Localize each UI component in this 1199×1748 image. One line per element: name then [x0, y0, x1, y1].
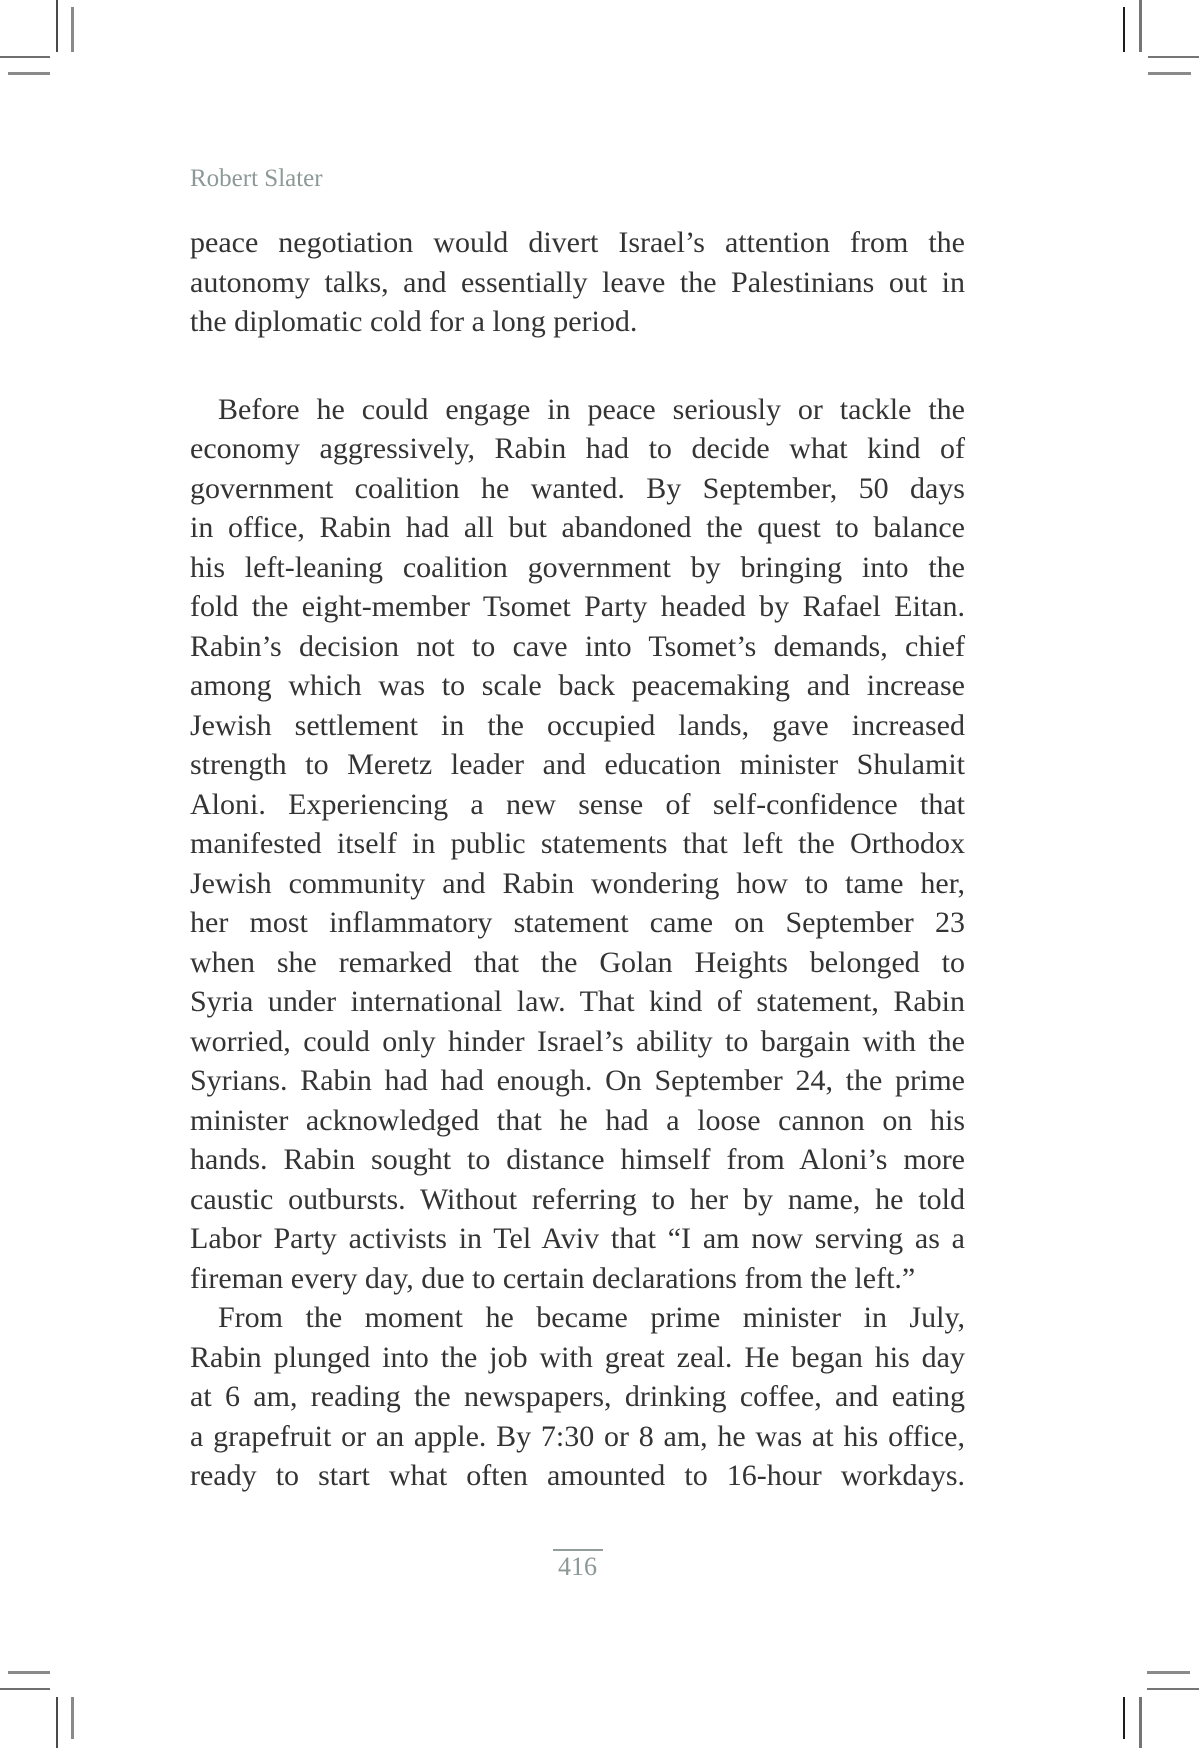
text-line: government coalition he wanted. By September, 50 days — [190, 471, 965, 505]
crop-mark — [1147, 1671, 1190, 1674]
text-line: in office, Rabin had all but abandoned the quest to balance — [190, 511, 965, 544]
text-line: Aloni. Experiencing a new sense of self-confidence that — [190, 787, 965, 821]
text-line: Before he could engage in peace seriously or tackle the — [218, 392, 965, 426]
text-line: Labor Party activists in Tel Aviv that “I am now serving as a — [190, 1222, 965, 1255]
text-line: strength to Meretz leader and education minister Shulamit — [190, 748, 965, 781]
crop-mark — [1123, 1697, 1125, 1739]
crop-mark — [56, 1697, 58, 1748]
text-line: manifested itself in public statements that left the Orthodox — [190, 827, 965, 860]
crop-mark — [1139, 0, 1142, 52]
crop-mark — [1148, 72, 1191, 75]
crop-mark — [1148, 56, 1199, 58]
text-line: Rabin’s decision not to cave into Tsomet’s demands, chief — [190, 629, 965, 663]
text-line: minister acknowledged that he had a loose cannon on his — [190, 1103, 965, 1137]
text-line: at 6 am, reading the newspapers, drinking coffee, and eating — [190, 1380, 965, 1413]
page-footer — [190, 1549, 965, 1580]
text-line: ready to start what often amounted to 16-hour workdays. — [190, 1459, 965, 1492]
text-line: Jewish community and Rabin wondering how to tame her, — [190, 866, 965, 900]
text-line: hands. Rabin sought to distance himself from Aloni’s more — [190, 1143, 965, 1176]
crop-mark — [1123, 7, 1125, 52]
text-line: Syrians. Rabin had had enough. On September 24, the prime — [190, 1064, 965, 1097]
text-line: worried, could only hinder Israel’s ability to bargain with the — [190, 1024, 965, 1058]
running-head: Robert Slater — [190, 165, 323, 192]
crop-mark — [1139, 1697, 1142, 1748]
text-line: when she remarked that the Golan Heights belonged to — [190, 945, 965, 979]
text-line: her most inflammatory statement came on September 23 — [190, 906, 965, 939]
body-text — [190, 223, 965, 1496]
text-line: caustic outbursts. Without referring to her by name, he told — [190, 1182, 965, 1216]
text-line: a grapefruit or an apple. By 7:30 or 8 am, he was at his office, — [190, 1419, 965, 1453]
crop-mark — [1147, 1688, 1199, 1690]
text-line: economy aggressively, Rabin had to decide what kind of — [190, 432, 965, 465]
text-line: Jewish settlement in the occupied lands, gave increased — [190, 708, 965, 742]
page-number: 416 — [558, 1552, 597, 1581]
text-line: his left-leaning coalition government by bringing into the — [190, 550, 965, 584]
text-line: Rabin plunged into the job with great zeal. He began his day — [190, 1340, 965, 1374]
page-number-rule — [553, 1549, 603, 1551]
crop-mark — [0, 56, 50, 58]
text-line: Syria under international law. That kind of statement, Rabin — [190, 985, 965, 1018]
crop-mark — [56, 0, 58, 52]
text-line: autonomy talks, and essentially leave the Palestinians out in — [190, 265, 965, 299]
crop-mark — [0, 1688, 50, 1690]
text-line: fold the eight-member Tsomet Party headed by Rafael Eitan. — [190, 590, 965, 623]
crop-mark — [8, 72, 50, 75]
crop-mark — [8, 1671, 50, 1674]
text-line: peace negotiation would divert Israel’s attention from the — [190, 226, 965, 259]
text-line: From the moment he became prime minister in July, — [218, 1301, 965, 1334]
crop-mark — [71, 1697, 74, 1739]
text-line: the diplomatic cold for a long period. — [190, 305, 638, 338]
text-line: fireman every day, due to certain declarations from the left.” — [190, 1261, 916, 1295]
text-line: among which was to scale back peacemaking and increase — [190, 669, 965, 702]
crop-mark — [71, 7, 74, 52]
